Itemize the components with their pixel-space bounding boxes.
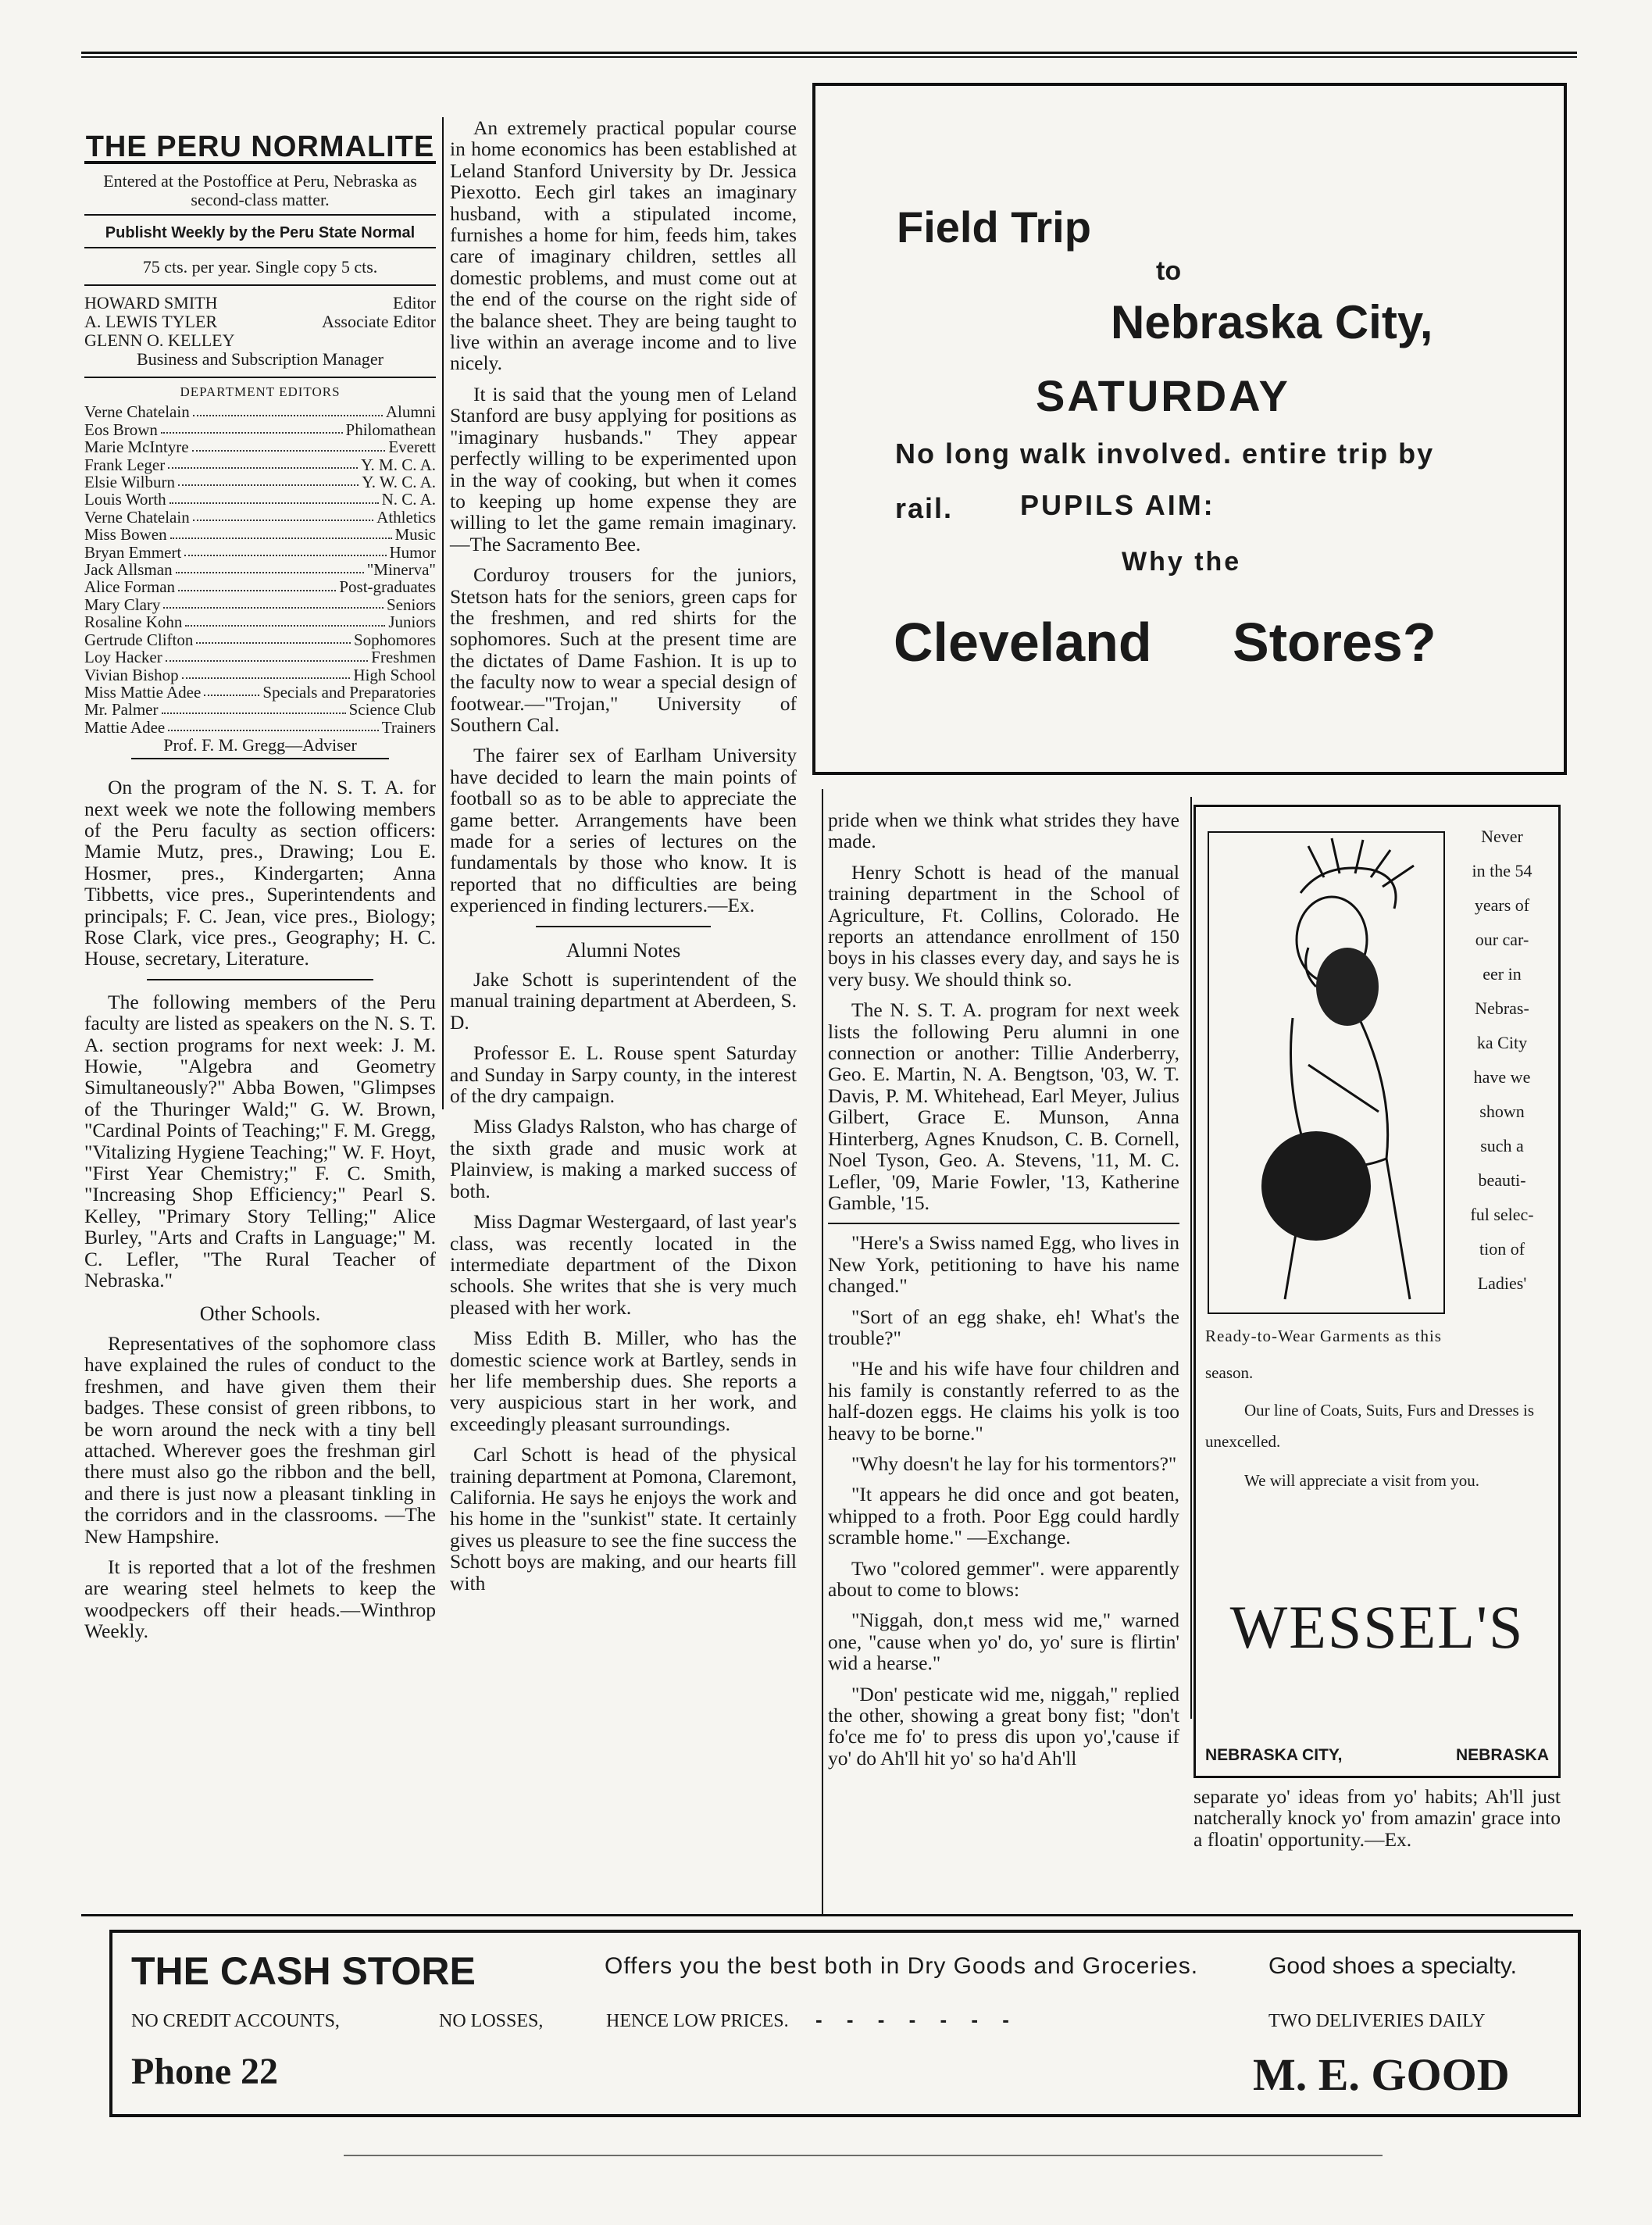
dept-editor-name: Verne Chatelain [84,402,190,422]
cash-store-losses: NO LOSSES, [439,2011,544,2031]
leader-dots [178,578,336,591]
leader-dots [162,701,346,713]
cash-store-shoes: Good shoes a specialty. [1268,1953,1517,1979]
leader-dots [204,684,259,696]
dept-editor-row [84,596,436,613]
dept-editor-name: Vivian Bishop [84,665,179,684]
wessel-side-line: Never [1481,827,1523,846]
wessel-line2: season. [1205,1363,1254,1382]
wessel-line4: We will appreciate a visit from you. [1244,1471,1479,1490]
paragraph: The fairer sex of Earlham University have decided to learn the main points of football so as to be able to appreciate the game better. Arrangements have been made for a series of lectures on the fundamentals by those who know. It is reported that no difficulties are being experienced in finding lecturers.—Ex. [450,744,797,917]
dept-editor-row [84,438,436,455]
field-trip-stores: Stores? [1233,612,1436,673]
masthead-rule-6 [131,758,389,759]
dept-editor-row [84,509,436,526]
leader-dots [193,509,373,521]
leader-dots [184,544,386,556]
masthead-rule-3 [84,247,436,248]
column-4-tail [1194,1786,1561,1859]
dept-heading: DEPARTMENT EDITORS [180,384,341,400]
cash-store-dashes: - - - - - - - [815,2008,1019,2031]
fur-collar [1316,948,1379,1026]
dept-editor-dept: Specials and Preparatories [262,682,436,702]
field-trip-day: SATURDAY [1036,371,1290,420]
leader-dots [170,526,392,538]
dept-editor-row [84,648,436,666]
wessel-side-line: our car- [1475,930,1529,949]
staff-note: Business and Subscription Manager [137,349,384,370]
wessel-side-line: ful selec- [1470,1205,1534,1224]
dept-editor-name: Elsie Wilburn [84,473,176,492]
leader-dots [168,719,379,731]
dept-editor-dept: Music [394,525,436,545]
paragraph: It is reported that a lot of the freshmen are wearing steel helmets to keep the woodpeckers off their heads.—Winthrop Weekly. [84,1555,436,1643]
masthead-rule-2 [84,214,436,216]
bottom-rule [81,1914,1573,1916]
dept-editor-name: Verne Chatelain [84,507,190,527]
dept-editor-row [84,631,436,648]
masthead-price: 75 cts. per year. Single copy 5 cts. [142,257,378,277]
adviser: Prof. F. M. Gregg—Adviser [163,735,357,755]
leader-dots [196,631,351,644]
paragraph: On the program of the N. S. T. A. for next week we note the following members of the Peru faculty as section officers: Mamie Mutz, pres., Drawing; Lou E. Hosmer, pres., Kindergarten; Anna Tibbetts, vice pres., Superintendents and principals; F. C. Jean, vice pres., Biology; Rose Clark, vice pres., Geography; H. C. House, secretary, Literature. [84,776,436,970]
wessel-side-line: in the 54 [1472,861,1532,880]
dept-editor-dept: Alumni [385,402,436,422]
masthead-entered: Entered at the Postoffice at Peru, Nebraska as second-class matter. [103,171,417,210]
paragraph: An extremely practical popular course in home economics has been established at Leland Stanford University by Dr. Jessica Piexotto. Eech girl takes an imaginary husband, with a stipulated income, furnishes a home for him, feeds him, takes care of imaginary children, settles all domestic problems, and must come out at the end of the course on the right side of the balance sheet. They are being taught to live within an average income and to live nicely. [450,116,797,375]
paragraph: pride when we think what strides they have made. [828,809,1179,853]
field-trip-to: to [1156,256,1182,286]
staff-row: A. LEWIS TYLER Associate Editor [84,312,436,332]
dept-editor-row [84,456,436,473]
cash-store-owner: M. E. GOOD [1253,2049,1510,2100]
paragraph: Miss Gladys Ralston, who has charge of the sixth grade and music work at Plainview, is making a marked success of both. [450,1115,797,1202]
wessel-side-line: years of [1474,895,1530,915]
section-heading: Other Schools. [199,1302,321,1326]
dept-editor-name: Louis Worth [84,490,166,509]
field-trip-note: No long walk involved. entire trip by [895,438,1435,470]
paragraph: Representatives of the sophomore class have explained the rules of conduct to the freshmen, and have given them their badges. These consist of green ribbons, to be worn around the neck with a tiny bell attached. Wherever goes the freshman girl there must also go the ribbon and the bell, and there is just now a pleasant tinkling in the corridors and in the classrooms. —The New Hampshire. [84,1331,436,1548]
paragraph: The following members of the Peru faculty are listed as speakers on the N. S. T. A. section programs for next week: J. M. Howie, "Algebra and Geometry Simultaneously?" Abba Bowen, "Glimpses of the Thuringer Wald;" G. W. Brown, "Cardinal Points of Teaching;" F. M. Gregg, "Vitalizing Hygiene Teaching;" W. F. Hoyt, "First Year Chemistry;" F. C. Smith, "Increasing Shop Efficiency;" Pearl S. Kelley, "Primary Story Telling;" Alice Burley, "Arts and Crafts in Language;" M. C. Lefler, "The Rural Teacher of Nebraska." [84,990,436,1292]
wessel-line1: Ready-to-Wear Garments as this [1205,1327,1442,1345]
leader-dots [178,473,359,486]
paragraph: Carl Schott is head of the physical training department at Pomona, Claremont, California. He says he enjoys the work and his home in the "sunkist" state. It certainly gives us pleasure to see the fine success the Schott boys are making, and our hearts fill with [450,1443,797,1595]
dept-editor-name: Loy Hacker [84,648,162,667]
dept-editor-name: Bryan Emmert [84,542,182,562]
dept-editor-name: Miss Mattie Adee [84,682,202,702]
dept-editor-name: Frank Leger [84,455,166,474]
dept-editor-row [84,526,436,543]
staff-row: HOWARD SMITH Editor [84,293,436,313]
column-1 [84,130,436,1652]
separator [536,926,711,927]
leader-dots [176,561,364,573]
paragraph: "Don' pesticate wid me, niggah," replied the other, showing a great bony fist; "don't fo'ce me fo' to press dis upon yo','cause if yo' do Ah'll hit yo' so ha'd Ah'll [828,1682,1179,1770]
staff-list [84,294,436,369]
dept-editor-name: Rosaline Kohn [84,612,183,632]
paragraph: "Niggah, don,t mess wid me," warned one, "cause when yo' do, yo' sure is flirtin' wid a hearse." [828,1609,1179,1675]
wessel-side-line: Ladies' [1477,1273,1527,1293]
leader-dots [163,596,384,609]
dept-editor-dept: Sophomores [354,630,436,649]
dept-editor-name: Alice Forman [84,577,176,597]
dept-editor-name: Mr. Palmer [84,700,159,720]
wessels-ad [1194,805,1561,1778]
leader-dots [192,438,386,451]
wessel-city: NEBRASKA CITY, [1205,1746,1343,1764]
paragraph: Jake Schott is superintendent of the manual training department at Aberdeen, S. D. [450,968,797,1034]
column-3 [828,809,1179,1778]
dept-editor-name: Miss Bowen [84,525,167,545]
cash-store-credit: NO CREDIT ACCOUNTS, [131,2011,340,2031]
cash-store-name: THE CASH STORE [131,1949,476,1993]
leader-dots [182,666,351,679]
wessel-line3: Our line of Coats, Suits, Furs and Dresses is unexcelled. [1205,1401,1534,1451]
leader-dots [185,613,385,626]
dept-editor-dept: N. C. A. [381,490,436,509]
paragraph: "Here's a Swiss named Egg, who lives in New York, petitioning to have his name changed." [828,1231,1179,1298]
leader-dots [161,421,343,434]
fur-muff [1261,1131,1371,1241]
field-trip-aim: PUPILS AIM: [1020,489,1215,521]
cash-store-phone: Phone 22 [131,2051,279,2092]
dept-editor-dept: Juniors [388,612,436,632]
paragraph: It is said that the young men of Leland Stanford are busy applying for positions as "imaginary husbands." They appear perfectly willing to be experimented upon in the way of cooking, but when it comes to keeping up home expense they are willing to let the game remain imaginary.—The Sacramento Bee. [450,382,797,555]
dept-editor-dept: Y. M. C. A. [361,455,436,474]
wessel-state: NEBRASKA [1455,1746,1549,1764]
cash-store-tagline: Offers you the best both in Dry Goods and Groceries. [605,1953,1199,1979]
wessel-side-line: such a [1480,1136,1524,1155]
separator [828,1223,1179,1224]
paragraph: Miss Dagmar Westergaard, of last year's class, was recently located in the intermediate department of the Dixon schools. She writes that she is very much pleased with her work. [450,1210,797,1319]
dept-editor-row [84,421,436,438]
lady-fashion-illustration [1207,830,1446,1315]
dept-editor-dept: Philomathean [345,420,436,439]
paragraph: separate yo' ideas from yo' habits; Ah'll just natcherally knock yo' from amazin' grace into a floatin' opportunity.—Ex. [1194,1785,1561,1851]
field-trip-ad [812,83,1567,775]
col-separator-2 [822,789,823,1914]
footer-rule [344,2155,1383,2156]
dept-editor-row [84,403,436,420]
dept-editor-row [84,613,436,630]
separator [147,979,373,980]
cash-store-prices: HENCE LOW PRICES. [606,2011,789,2031]
dept-editor-name: Eos Brown [84,420,158,439]
wessel-side-line: have we [1473,1067,1531,1087]
field-trip-rail: rail. [895,492,954,524]
dept-editor-row [84,719,436,736]
dept-editor-row [84,491,436,508]
dept-editor-dept: Humor [389,542,436,562]
dept-editor-row [84,561,436,578]
staff-row: GLENN O. KELLEY [84,330,235,351]
field-trip-city: Nebraska City, [1111,296,1433,348]
paragraph: Professor E. L. Rouse spent Saturday and Sunday in Sarpy county, in the interest of the dry campaign. [450,1041,797,1108]
cash-store-ad [109,1930,1581,2117]
dept-editor-dept: Freshmen [371,648,436,667]
masthead-rule-5 [84,377,436,378]
paragraph: The N. S. T. A. program for next week lists the following Peru alumni in one connection or another: Tillie Anderberry, Geo. E. Martin, N. A. Bengtson, '03, W. T. Davis, P. M. Whitehead, Earl Meyer, Julius Gilbert, Grace E. Munson, Anna Hinterberg, Agnes Knudson, C. B. Cornell, Noel Tyson, Geo. A. Stevens, '11, M. C. Lefler, '09, Marie Fowler, '13, Katherine Gamble, '15. [828,998,1179,1214]
masthead-title: THE PERU NORMALITE [85,130,435,163]
column-2 [450,117,797,1603]
paragraph: "It appears he did once and got beaten, whipped to a froth. Poor Egg could hardly scramble home." —Exchange. [828,1483,1179,1549]
field-trip-why: Why the [1122,547,1242,577]
wessel-side-line: Nebras- [1475,998,1529,1018]
dept-editor-row [84,473,436,491]
wessel-side-line: tion of [1479,1239,1525,1259]
frame-border [1208,832,1444,1313]
leader-dots [168,456,358,469]
wessel-side-text [1454,820,1550,1301]
dept-editor-dept: Everett [388,438,436,457]
dept-editor-name: Marie McIntyre [84,438,189,457]
dept-editor-name: Mary Clary [84,595,161,614]
col-separator-1 [442,117,444,1109]
field-trip-title: Field Trip [897,202,1091,252]
leader-dots [166,648,368,661]
dept-editor-dept: Trainers [381,717,436,737]
dept-editor-dept: Post-graduates [339,577,436,597]
paragraph: Corduroy trousers for the juniors, Stetson hats for the seniors, green caps for the freshmen, and red shirts for the sophomores. Such at the present time are the dictates of Dame Fashion. It is up to the faculty now to wear a special design of footwear.—"Trojan," University of Southern Cal. [450,563,797,736]
wessel-side-line: ka City [1476,1033,1528,1052]
paragraph: "Why doesn't he lay for his tormentors?" [851,1452,1177,1475]
paragraph: "He and his wife have four children and his family is constantly referred to as the half-dozen eggs. He claims his yolk is too heavy to be borne." [828,1357,1179,1445]
paragraph: Henry Schott is head of the manual training department in the School of Agriculture, Ft. Collins, Colorado. He reports an attendance enrollment of 150 boys in his classes every day, and says he is very busy. We should think so. [828,860,1179,991]
col-separator-3 [1190,797,1192,1719]
dept-editor-row [84,684,436,701]
dept-editor-row [84,666,436,684]
dept-editor-row [84,578,436,595]
dept-editor-name: Jack Allsman [84,560,173,580]
section-heading: Alumni Notes [566,938,681,962]
dept-editor-dept: "Minerva" [366,560,436,580]
leader-dots [169,491,379,503]
dept-editors [84,403,436,736]
dept-editor-dept: Science Club [348,700,436,720]
dept-editor-dept: High School [353,665,436,684]
masthead-published: Publisht Weekly by the Peru State Normal [105,224,416,242]
top-rule-2 [81,56,1577,58]
dept-editor-row [84,701,436,718]
wessel-side-line: eer in [1483,964,1522,984]
dept-editor-dept: Seniors [387,595,436,614]
paragraph: "Sort of an egg shake, eh! What's the trouble?" [828,1305,1179,1349]
field-trip-cleveland: Cleveland [894,612,1152,673]
dept-editor-row [84,544,436,561]
wessel-side-line: shown [1479,1102,1525,1121]
dept-editor-name: Mattie Adee [84,717,166,737]
wessel-side-line: beauti- [1478,1170,1526,1190]
cash-store-deliveries: TWO DELIVERIES DAILY [1268,2011,1486,2031]
top-rule [81,52,1577,54]
dept-editor-dept: Y. W. C. A. [362,473,436,492]
wessel-name: WESSEL'S [1229,1593,1525,1661]
masthead-rule-4 [84,284,436,286]
dept-editor-name: Gertrude Clifton [84,630,194,649]
leader-dots [193,403,383,416]
dept-editor-dept: Athletics [376,507,436,527]
paragraph: Miss Edith B. Miller, who has the domestic science work at Bartley, sends in her life membership dues. She reports a very auspicious start in her work, and exceedingly pleasant surroundings. [450,1327,797,1435]
paragraph: Two "colored gemmer". were apparently about to come to blows: [828,1556,1179,1601]
